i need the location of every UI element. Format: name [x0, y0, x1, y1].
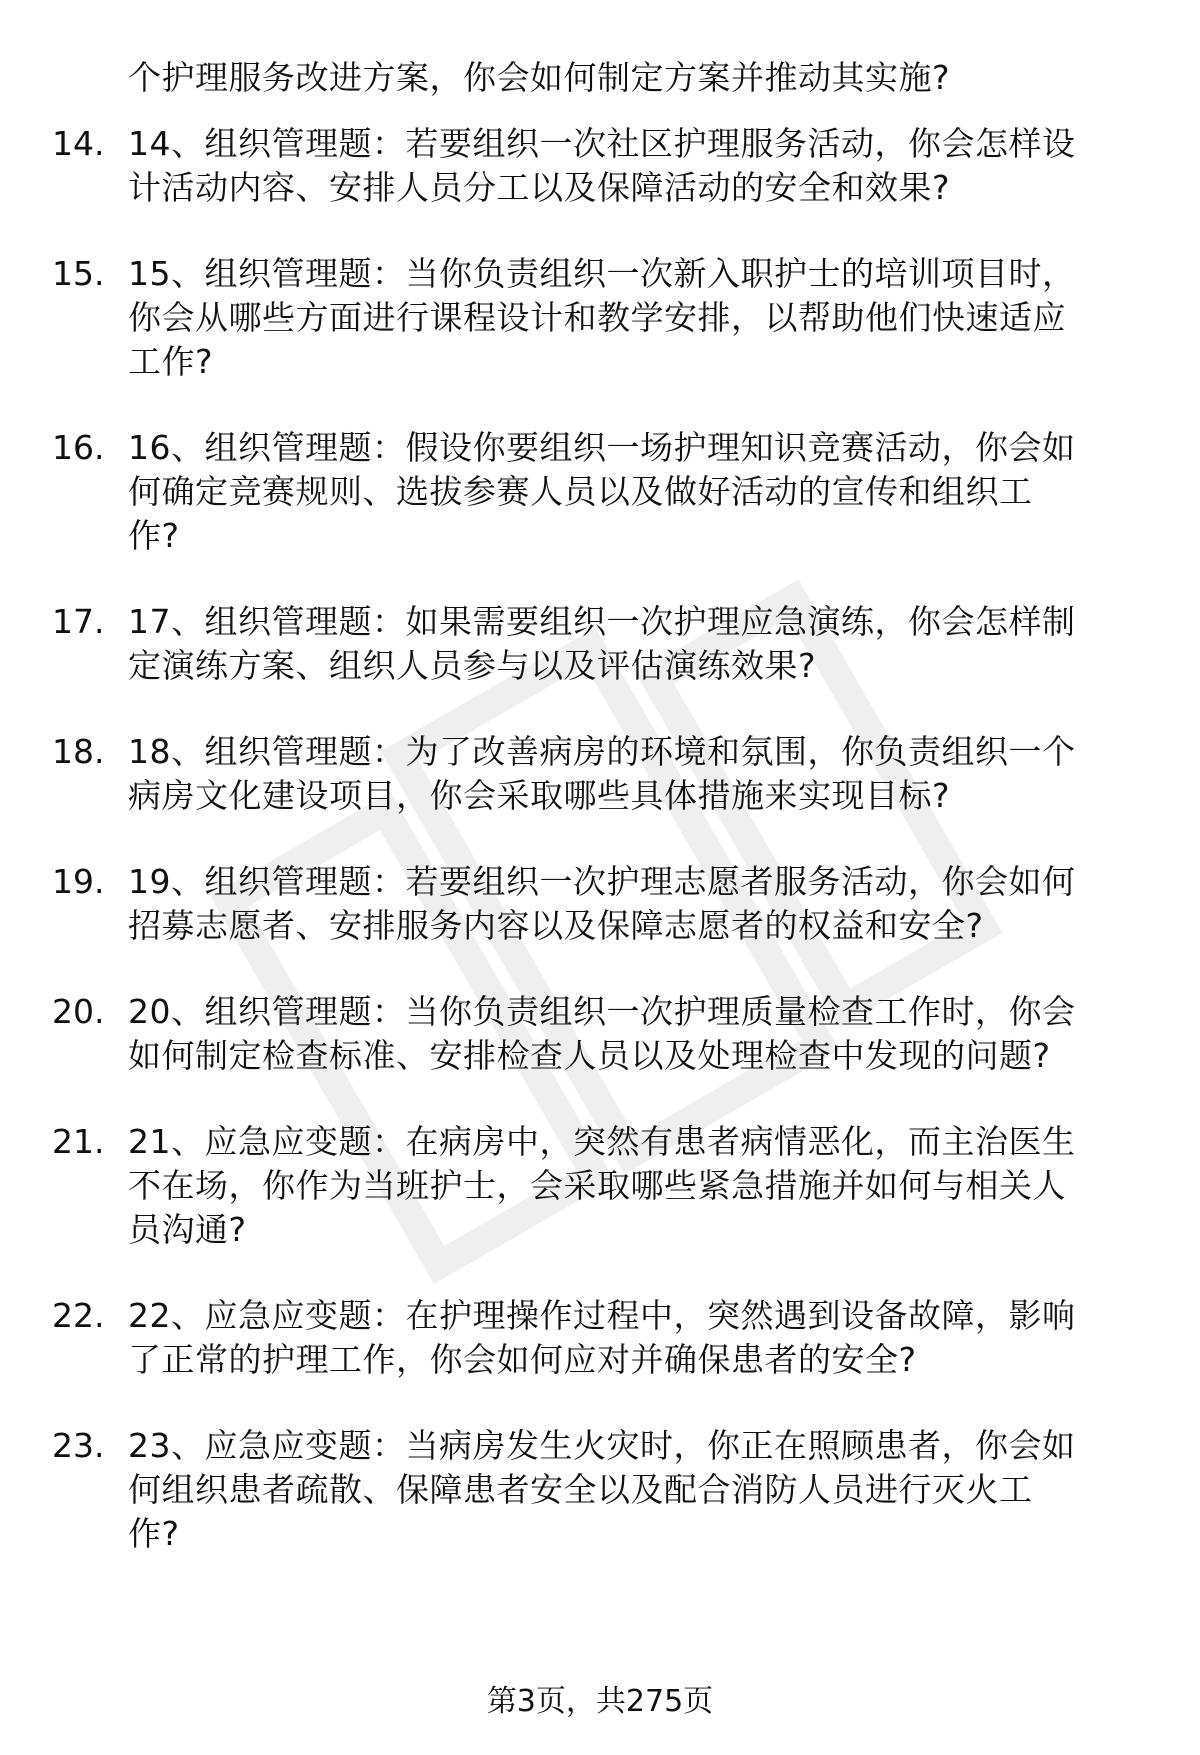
continuation-text: 个护理服务改进方案，你会如何制定方案并推动其实施? — [128, 58, 951, 97]
page-footer: 第3页，共275页 — [486, 1684, 714, 1719]
item-text-line: 不在场，你作为当班护士，会采取哪些紧急措施并如何与相关人 — [128, 1166, 1066, 1205]
item-text-line: 19、组织管理题：若要组织一次护理志愿者服务活动，你会如何 — [128, 862, 1076, 901]
item-text-line: 16、组织管理题：假设你要组织一场护理知识竞赛活动，你会如 — [128, 428, 1076, 467]
item-text-line: 定演练方案、组织人员参与以及评估演练效果? — [128, 646, 817, 685]
item-text-line: 计活动内容、安排人员分工以及保障活动的安全和效果? — [128, 168, 951, 207]
item-text-line: 病房文化建设项目，你会采取哪些具体措施来实现目标? — [128, 776, 951, 815]
item-text-line: 17、组织管理题：如果需要组织一次护理应急演练，你会怎样制 — [128, 602, 1076, 641]
item-text-line: 作? — [128, 516, 180, 555]
item-number: 22. — [52, 1296, 105, 1335]
item-text-line: 如何制定检查标准、安排检查人员以及处理检查中发现的问题? — [128, 1036, 1051, 1075]
item-text-line: 招募志愿者、安排服务内容以及保障志愿者的权益和安全? — [128, 906, 984, 945]
item-number: 19. — [52, 862, 105, 901]
item-number: 14. — [52, 124, 105, 163]
item-number: 15. — [52, 254, 105, 293]
item-number: 16. — [52, 428, 105, 467]
item-text-line: 22、应急应变题：在护理操作过程中，突然遇到设备故障，影响 — [128, 1296, 1076, 1335]
item-text-line: 21、应急应变题：在病房中，突然有患者病情恶化，而主治医生 — [128, 1122, 1076, 1161]
item-text-line: 员沟通? — [128, 1210, 247, 1249]
item-text-line: 14、组织管理题：若要组织一次社区护理服务活动，你会怎样设 — [128, 124, 1076, 163]
item-text-line: 15、组织管理题：当你负责组织一次新入职护士的培训项目时， — [128, 254, 1076, 293]
item-text-line: 作? — [128, 1514, 180, 1553]
item-text-line: 23、应急应变题：当病房发生火灾时，你正在照顾患者，你会如 — [128, 1426, 1076, 1465]
item-text-line: 了正常的护理工作，你会如何应对并确保患者的安全? — [128, 1340, 917, 1379]
item-text-line: 何确定竞赛规则、选拔参赛人员以及做好活动的宣传和组织工 — [128, 472, 1033, 511]
item-number: 20. — [52, 992, 105, 1031]
item-number: 23. — [52, 1426, 105, 1465]
item-text-line: 何组织患者疏散、保障患者安全以及配合消防人员进行灭火工 — [128, 1470, 1033, 1509]
item-number: 21. — [52, 1122, 105, 1161]
item-number: 18. — [52, 732, 105, 771]
item-number: 17. — [52, 602, 105, 641]
item-text-line: 20、组织管理题：当你负责组织一次护理质量检查工作时，你会 — [128, 992, 1076, 1031]
item-text-line: 18、组织管理题：为了改善病房的环境和氛围，你负责组织一个 — [128, 732, 1076, 771]
item-text-line: 工作? — [128, 342, 214, 381]
item-text-line: 你会从哪些方面进行课程设计和教学安排，以帮助他们快速适应 — [128, 298, 1066, 337]
